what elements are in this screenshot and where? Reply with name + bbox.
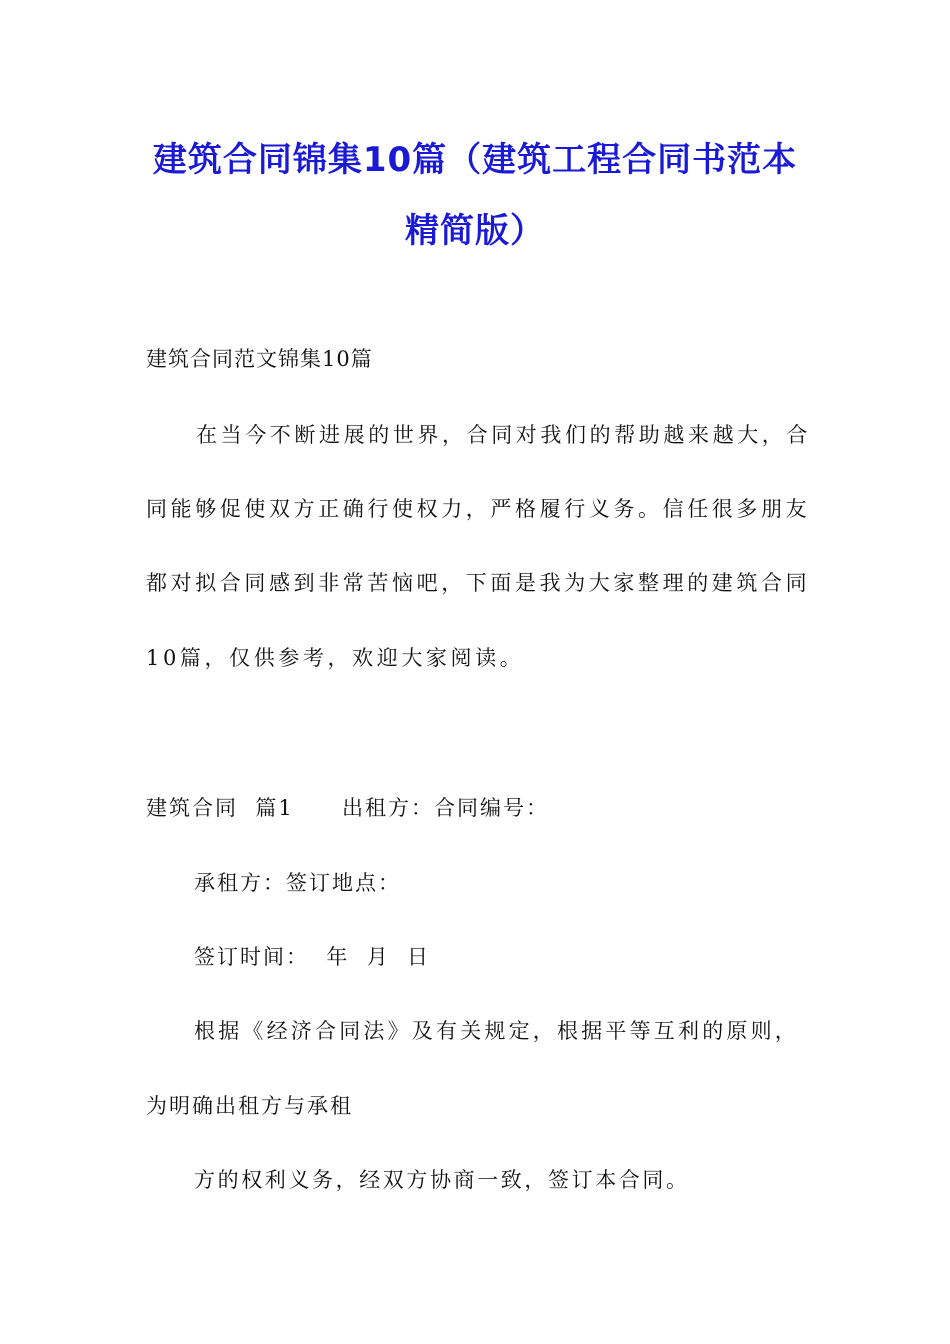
lessee-line: 承租方：签订地点： — [194, 871, 401, 895]
section-heading: 建筑合同 篇1 — [146, 796, 294, 820]
basis-line-3: 方的权利义务，经双方协商一致，签订本合同。 — [194, 1168, 690, 1192]
lessor-line: 出租方：合同编号： — [342, 796, 549, 820]
document-title-line-2: 精简版） — [405, 211, 545, 251]
intro-line-4: 10篇，仅供参考，欢迎大家阅读。 — [146, 646, 525, 670]
basis-line-2: 为明确出租方与承租 — [146, 1094, 353, 1118]
intro-line-3: 都对拟合同感到非常苦恼吧，下面是我为大家整理的建筑合同 — [146, 571, 811, 595]
basis-line-1: 根据《经济合同法》及有关规定，根据平等互利的原则， — [194, 1019, 799, 1043]
intro-line-2: 同能够促使双方正确行使权力，严格履行义务。信任很多朋友 — [146, 497, 811, 521]
document-title-line-1: 建筑合同锦集10篇（建筑工程合同书范本 — [152, 140, 798, 180]
intro-line-1: 在当今不断进展的世界，合同对我们的帮助越来越大，合 — [196, 423, 811, 447]
document-subtitle: 建筑合同范文锦集10篇 — [146, 347, 373, 371]
date-line: 签订时间： 年 月 日 — [194, 945, 431, 969]
